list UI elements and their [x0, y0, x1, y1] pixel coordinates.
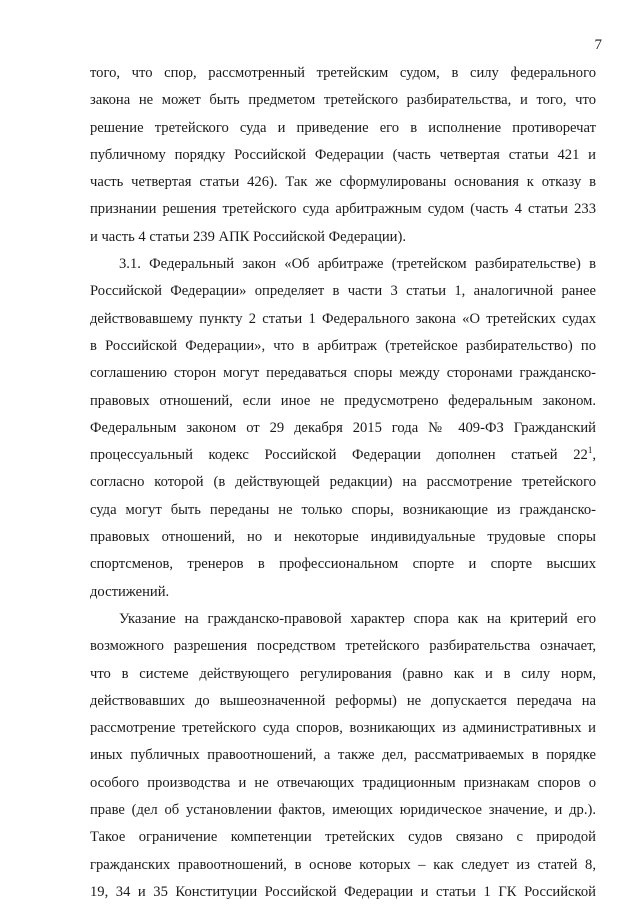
text-line: суда могут быть переданы не только споры, возникающие из гражданско- [90, 501, 596, 518]
page-number: 7 [594, 37, 602, 53]
text-line: особого производства и не отвечающих традиционным признакам споров о [90, 774, 596, 791]
text-line: в Российской Федерации», что в арбитраж (третейское разбирательство) по [90, 337, 596, 354]
text-line: соглашению сторон могут передаваться споры между сторонами гражданско- [90, 365, 596, 382]
text-line: согласно которой (в действующей редакции) на рассмотрение третейского [90, 474, 596, 491]
text-line-tail: , [592, 447, 596, 464]
text-line: Федеральным законом от 29 декабря 2015 года № 409-ФЗ Гражданский [90, 419, 596, 436]
text-line: 3.1. Федеральный закон «Об арбитраже (третейском разбирательстве) в [119, 256, 596, 273]
text-line: правовых отношений, но и некоторые индивидуальные трудовые споры [90, 529, 596, 546]
text-line: действовавшему пункту 2 статьи 1 Федерального закона «О третейских судах [90, 310, 596, 327]
text-line: 19, 34 и 35 Конституции Российской Федерации и статьи 1 ГК Российской [90, 883, 596, 900]
text-line: Указание на гражданско-правовой характер спора как на критерий его [119, 610, 596, 627]
text-line-main: процессуальный кодекс Российской Федерации дополнен статьей 22 [90, 447, 588, 464]
text-line: что в системе действующего регулирования (равно как и в силу норм, [90, 665, 596, 682]
text-line: иных публичных правоотношений, а также дел, рассматриваемых в порядке [90, 747, 596, 764]
text-line-with-footnote [90, 442, 596, 469]
text-line: праве (дел об установлении фактов, имеющих юридическое значение, и др.). [90, 802, 596, 819]
text-line: действовавших до вышеозначенной реформы) не допускается передача на [90, 692, 596, 709]
text-line: правовых отношений, если иное не предусмотрено федеральным законом. [90, 392, 596, 409]
text-line: признании решения третейского суда арбитражным судом (часть 4 статьи 233 [90, 201, 596, 218]
text-line: возможного разрешения посредством третейского разбирательства означает, [90, 638, 596, 655]
text-line: часть четвертая статьи 426). Так же сформулированы основания к отказу в [90, 174, 596, 191]
text-line: того, что спор, рассмотренный третейским судом, в силу федерального [90, 65, 596, 81]
paragraph-3 [90, 606, 596, 906]
text-line: рассмотрение третейского суда споров, возникающих из административных и [90, 720, 596, 737]
text-line: закона не может быть предметом третейского разбирательства, и того, что [90, 92, 596, 109]
footnote-superscript: 1 [587, 445, 593, 456]
text-line: публичному порядку Российской Федерации (часть четвертая статьи 421 и [90, 146, 596, 163]
document-body [90, 60, 596, 906]
text-line: спортсменов, тренеров в профессиональном спорте и спорте высших [90, 556, 596, 573]
text-line: Российской Федерации» определяет в части 3 статьи 1, аналогичной ранее [90, 283, 596, 300]
paragraph-1 [90, 60, 596, 251]
text-line: гражданских правоотношений, в основе которых – как следует из статей 8, [90, 856, 596, 873]
paragraph-2 [90, 251, 596, 606]
text-line: Такое ограничение компетенции третейских судов связано с природой [90, 829, 596, 846]
text-line: решение третейского суда и приведение его в исполнение противоречат [90, 119, 596, 136]
text-line: и часть 4 статьи 239 АПК Российской Федерации). [90, 228, 407, 245]
text-line: достижений. [90, 583, 170, 600]
